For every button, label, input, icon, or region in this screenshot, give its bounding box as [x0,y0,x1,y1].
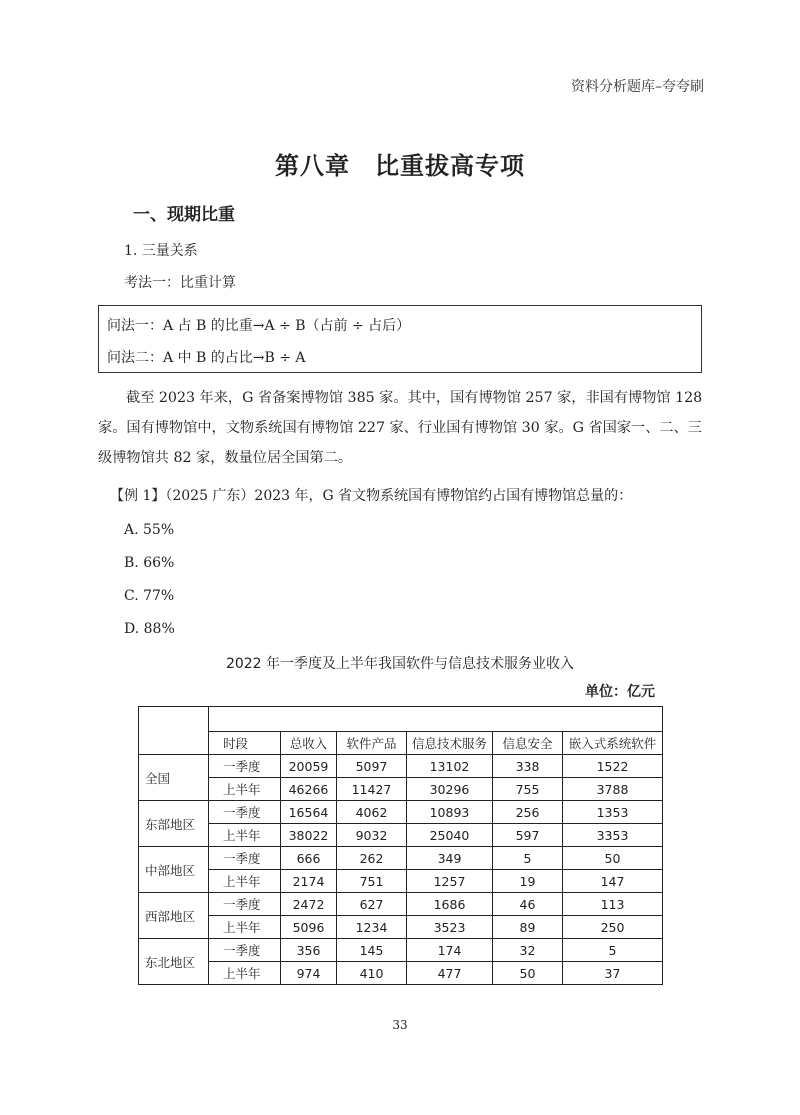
question: 【例 1】（2025 广东）2023 年，G 省文物系统国有博物馆约占国有博物馆总量的： [110,488,633,504]
region-cell: 东部地区 [139,801,209,847]
column-header: 软件产品 [337,732,407,755]
value-cell: 1686 [407,893,493,916]
value-cell: 30296 [407,778,493,801]
value-cell: 46266 [281,778,337,801]
period-cell: 上半年 [209,916,281,939]
region-cell: 中部地区 [139,847,209,893]
table-row [139,870,663,893]
value-cell: 250 [563,916,663,939]
value-cell: 755 [493,778,563,801]
value-cell: 11427 [337,778,407,801]
value-cell: 2174 [281,870,337,893]
period-cell: 一季度 [209,939,281,962]
revenue-table [138,706,663,985]
region-cell: 西部地区 [139,893,209,939]
value-cell: 145 [337,939,407,962]
value-cell: 3353 [563,824,663,847]
option-b: B. 66% [124,555,175,571]
table-row [139,801,663,824]
value-cell: 3523 [407,916,493,939]
value-cell: 5 [563,939,663,962]
value-cell: 262 [337,847,407,870]
value-cell: 3788 [563,778,663,801]
value-cell: 19 [493,870,563,893]
period-cell: 上半年 [209,870,281,893]
value-cell: 113 [563,893,663,916]
value-cell: 38022 [281,824,337,847]
period-cell: 上半年 [209,824,281,847]
value-cell: 13102 [407,755,493,778]
period-cell: 一季度 [209,755,281,778]
table-header-row [139,732,663,755]
table-row [139,824,663,847]
column-header: 信息安全 [493,732,563,755]
column-header: 时段 [209,732,281,755]
method-label: 考法一：比重计算 [124,275,236,291]
value-cell: 10893 [407,801,493,824]
value-cell: 1234 [337,916,407,939]
region-cell: 全国 [139,755,209,801]
value-cell: 597 [493,824,563,847]
table-header-spacer [209,707,663,732]
value-cell: 751 [337,870,407,893]
method-line-1: 问法一：A 占 B 的比重→A ÷ B（占前 ÷ 占后） [107,318,411,334]
value-cell: 349 [407,847,493,870]
option-c: C. 77% [124,588,175,604]
option-a: A. 55% [124,522,175,538]
column-header: 嵌入式系统软件 [563,732,663,755]
value-cell: 32 [493,939,563,962]
chapter-title: 第八章 比重拔高专项 [275,151,525,180]
value-cell: 2472 [281,893,337,916]
value-cell: 5 [493,847,563,870]
table-row [139,962,663,985]
value-cell: 974 [281,962,337,985]
table-row [139,939,663,962]
column-header: 总收入 [281,732,337,755]
value-cell: 46 [493,893,563,916]
value-cell: 627 [337,893,407,916]
period-cell: 上半年 [209,962,281,985]
table-row [139,755,663,778]
value-cell: 410 [337,962,407,985]
table-unit: 单位：亿元 [585,684,655,700]
period-cell: 一季度 [209,893,281,916]
value-cell: 477 [407,962,493,985]
table-row [139,893,663,916]
value-cell: 25040 [407,824,493,847]
period-cell: 上半年 [209,778,281,801]
value-cell: 1257 [407,870,493,893]
value-cell: 50 [493,962,563,985]
region-cell: 东北地区 [139,939,209,985]
table-row [139,778,663,801]
value-cell: 147 [563,870,663,893]
method-box [98,305,702,373]
value-cell: 20059 [281,755,337,778]
book-header: 资料分析题库–夸夸刷 [571,79,704,95]
value-cell: 356 [281,939,337,962]
table-header-spacer-row [139,707,663,732]
table-row [139,916,663,939]
value-cell: 256 [493,801,563,824]
value-cell: 1522 [563,755,663,778]
value-cell: 338 [493,755,563,778]
value-cell: 4062 [337,801,407,824]
value-cell: 9032 [337,824,407,847]
value-cell: 174 [407,939,493,962]
value-cell: 16564 [281,801,337,824]
value-cell: 50 [563,847,663,870]
value-cell: 666 [281,847,337,870]
period-cell: 一季度 [209,801,281,824]
column-header: 信息技术服务 [407,732,493,755]
value-cell: 89 [493,916,563,939]
option-d: D. 88% [124,621,175,637]
value-cell: 5097 [337,755,407,778]
passage: 截至 2023 年来，G 省备案博物馆 385 家。其中，国有博物馆 257 家，非国有博物馆 128 家。国有博物馆中，文物系统国有博物馆 227 家、行业国有博物馆 30 家。G 省国家一、二、三级博物馆共 82 家，数量位居全国第二。 [98,390,703,466]
value-cell: 1353 [563,801,663,824]
subsection-title: 1. 三量关系 [124,243,198,259]
period-cell: 一季度 [209,847,281,870]
table-corner-cell [139,707,209,755]
section-title: 一、现期比重 [133,205,235,225]
value-cell: 5096 [281,916,337,939]
page-number: 33 [392,1018,408,1032]
method-line-2: 问法二：A 中 B 的占比→B ÷ A [107,350,306,366]
value-cell: 37 [563,962,663,985]
table-title: 2022 年一季度及上半年我国软件与信息技术服务业收入 [225,656,575,672]
table-row [139,847,663,870]
